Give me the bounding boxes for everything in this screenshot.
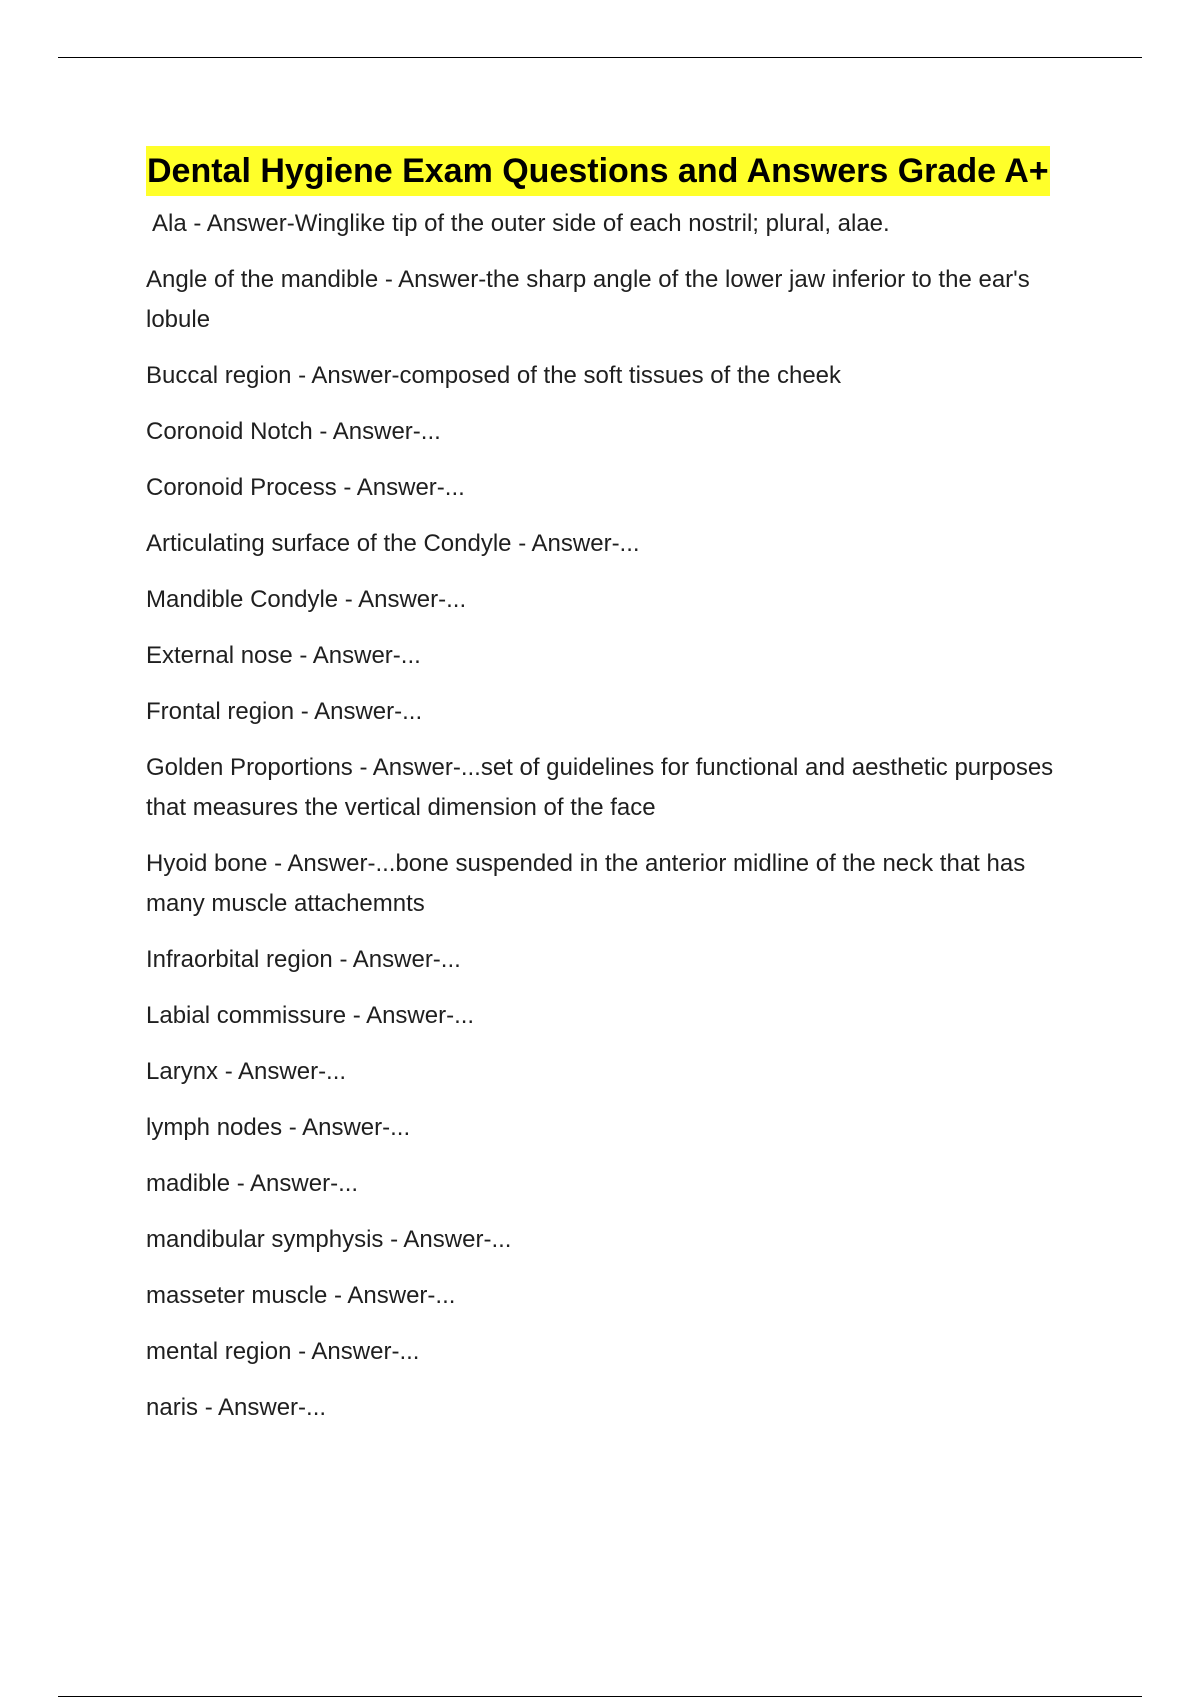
qa-entry: Infraorbital region - Answer-... [146,946,461,973]
qa-entry: External nose - Answer-... [146,642,421,669]
bottom-rule [58,1696,1142,1697]
qa-entry: mandibular symphysis - Answer-... [146,1226,512,1253]
qa-entry: Ala - Answer-Winglike tip of the outer side of each nostril; plural, alae. [152,210,890,237]
qa-entry: Coronoid Notch - Answer-... [146,418,441,445]
qa-entry: madible - Answer-... [146,1170,359,1197]
qa-list [146,204,1076,1428]
qa-entry: Golden Proportions - Answer-...set of guidelines for functional and aesthetic purposes that measures the vertical dimension of the face [146,754,1054,821]
qa-entry: Labial commissure - Answer-... [146,1002,475,1029]
qa-entry: Hyoid bone - Answer-...bone suspended in the anterior midline of the neck that has many muscle attachemnts [146,850,1026,917]
document-body [146,146,1076,1444]
qa-entry: Articulating surface of the Condyle - Answer-... [146,530,640,557]
qa-entry: Frontal region - Answer-... [146,698,423,725]
qa-entry: Mandible Condyle - Answer-... [146,586,467,613]
qa-entry: mental region - Answer-... [146,1338,420,1365]
qa-entry: Larynx - Answer-... [146,1058,347,1085]
qa-entry: Coronoid Process - Answer-... [146,474,465,501]
qa-entry: Buccal region - Answer-composed of the soft tissues of the cheek [146,362,842,389]
qa-entry: naris - Answer-... [146,1394,327,1421]
title-block [146,146,1076,196]
document-title: Dental Hygiene Exam Questions and Answers Grade A+ [146,146,1050,196]
top-rule [58,57,1142,58]
qa-entry: Angle of the mandible - Answer-the sharp angle of the lower jaw inferior to the ear's lobule [146,266,1030,333]
qa-entry: lymph nodes - Answer-... [146,1114,411,1141]
qa-entry: masseter muscle - Answer-... [146,1282,456,1309]
